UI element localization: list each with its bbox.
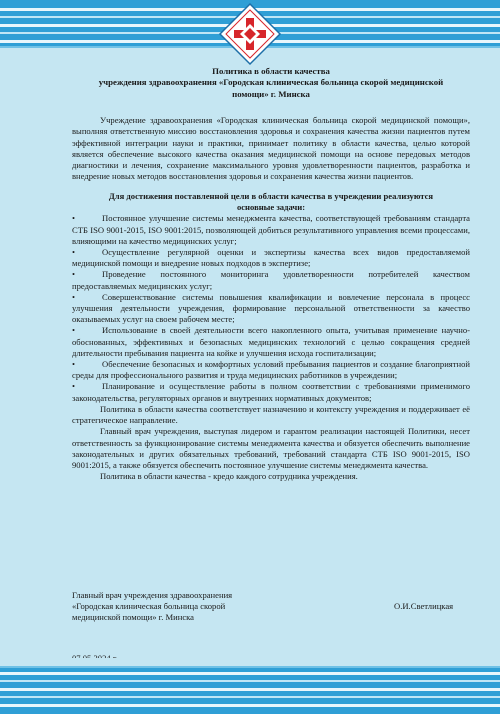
hospital-emblem-icon bbox=[218, 2, 282, 66]
signature-block bbox=[72, 590, 472, 624]
tasks-list bbox=[72, 213, 470, 403]
tasks-heading bbox=[72, 191, 470, 213]
closing-paragraph-2: Главный врач учреждения, выступая лидером и гарантом реализации настоящей Политики, несет ответственность за функционирование системы менеджмента качества и обязуется обеспечить выполнение законодательных и других обязательных требований, требований стандарта СТБ ISO 9001-2015, ISO 9001:2015, а также обязуется обеспечить постоянное улучшение системы менеджмента качества. bbox=[72, 426, 470, 470]
closing-paragraph-1: Политика в области качества соответствует назначению и контексту учреждения и поддерживает её стратегическое направление. bbox=[72, 403, 470, 426]
tasks-heading-line-2: основные задачи: bbox=[236, 202, 306, 213]
task-text: Совершенствование системы повышения квалификации и вовлечение персонала в процесс улучшения деятельности учреждения, формирование персональной ответственности за качество оказываемых услуг на своем рабочем месте; bbox=[72, 291, 470, 325]
closing-paragraph-3: Политика в области качества - кредо каждого сотрудника учреждения. bbox=[100, 471, 358, 482]
signatory-name: О.И.Светлицкая bbox=[394, 601, 454, 611]
task-text: Осуществление регулярной оценки и экспертизы качества всех видов предоставляемой медицинской помощи и внедрение новых подходов в экспертизе; bbox=[72, 247, 470, 269]
signature-line-3: медицинской помощи» г. Минска bbox=[72, 612, 194, 623]
bullet-icon: • bbox=[72, 213, 76, 224]
task-text: Проведение постоянного мониторинга удовлетворенности потребителей качеством предоставляемых медицинских услуг; bbox=[72, 269, 470, 291]
task-item bbox=[72, 381, 470, 403]
signature-line-1: Главный врач учреждения здравоохранения bbox=[72, 590, 233, 600]
task-item bbox=[72, 359, 470, 381]
signature-position bbox=[72, 590, 322, 624]
task-item bbox=[72, 292, 470, 326]
document-body bbox=[72, 66, 470, 482]
task-text: Планирование и осуществление работы в полном соответствии с требованиями применимого законодательства, регуляторных органов и внутренних нормативных документов; bbox=[72, 381, 470, 403]
bullet-icon: • bbox=[72, 325, 76, 336]
bullet-icon: • bbox=[72, 269, 76, 280]
task-text: Постоянное улучшение системы менеджмента качества, соответствующей требованиям стандарта СТБ ISO 9001-2015, ISO 9001:2015, позволяющей добиться результативного управления всеми процессами, влияющими на качество медицинских услуг; bbox=[72, 213, 470, 246]
task-item bbox=[72, 247, 470, 269]
bottom-decorative-band bbox=[0, 658, 500, 714]
intro-paragraph: Учреждение здравоохранения «Городская клиническая больница скорой медицинской помощи», выполняя ответственную миссию восстановления здоровья и сохранения качества жизни пациентов путем эффективной интеграции науки и практики, принимает политику в области качества, целью которой является обеспечение высокого качества оказания медицинской помощи на основе передовых методов диагностики и лечения, сохранение максимального уровня удовлетворенности пациентов, разработка и внедрение новых методов восстановления здоровья и сохранения качества жизни пациентов. bbox=[72, 115, 470, 182]
task-item bbox=[72, 269, 470, 291]
task-item bbox=[72, 325, 470, 359]
task-item bbox=[72, 213, 470, 247]
bullet-icon: • bbox=[72, 291, 76, 302]
tasks-heading-line-1: Для достижения поставленной цели в области качества в учреждении реализуются bbox=[108, 191, 434, 202]
task-text: Обеспечение безопасных и комфортных условий пребывания пациентов и создание благоприятной среды для профессионального развития и труда медицинских работников в учреждении; bbox=[72, 359, 470, 381]
bullet-icon: • bbox=[72, 381, 76, 392]
bullet-icon: • bbox=[72, 247, 76, 258]
title-line-1: Политика в области качества bbox=[212, 66, 330, 76]
title-line-2: учреждения здравоохранения «Городская клиническая больница скорой медицинской bbox=[98, 77, 444, 88]
title-line-3: помощи» г. Минска bbox=[232, 88, 310, 99]
document-title bbox=[72, 66, 470, 100]
task-text: Использование в своей деятельности всего накопленного опыта, учитывая применение научно-обоснованных, эффективных и безопасных медицинских технологий с целью сокращения средней длительности пребывания пациента на койке и улучшения исхода госпитализации; bbox=[72, 325, 470, 358]
signature-line-2: «Городская клиническая больница скорой bbox=[72, 601, 226, 612]
bullet-icon: • bbox=[72, 359, 76, 370]
